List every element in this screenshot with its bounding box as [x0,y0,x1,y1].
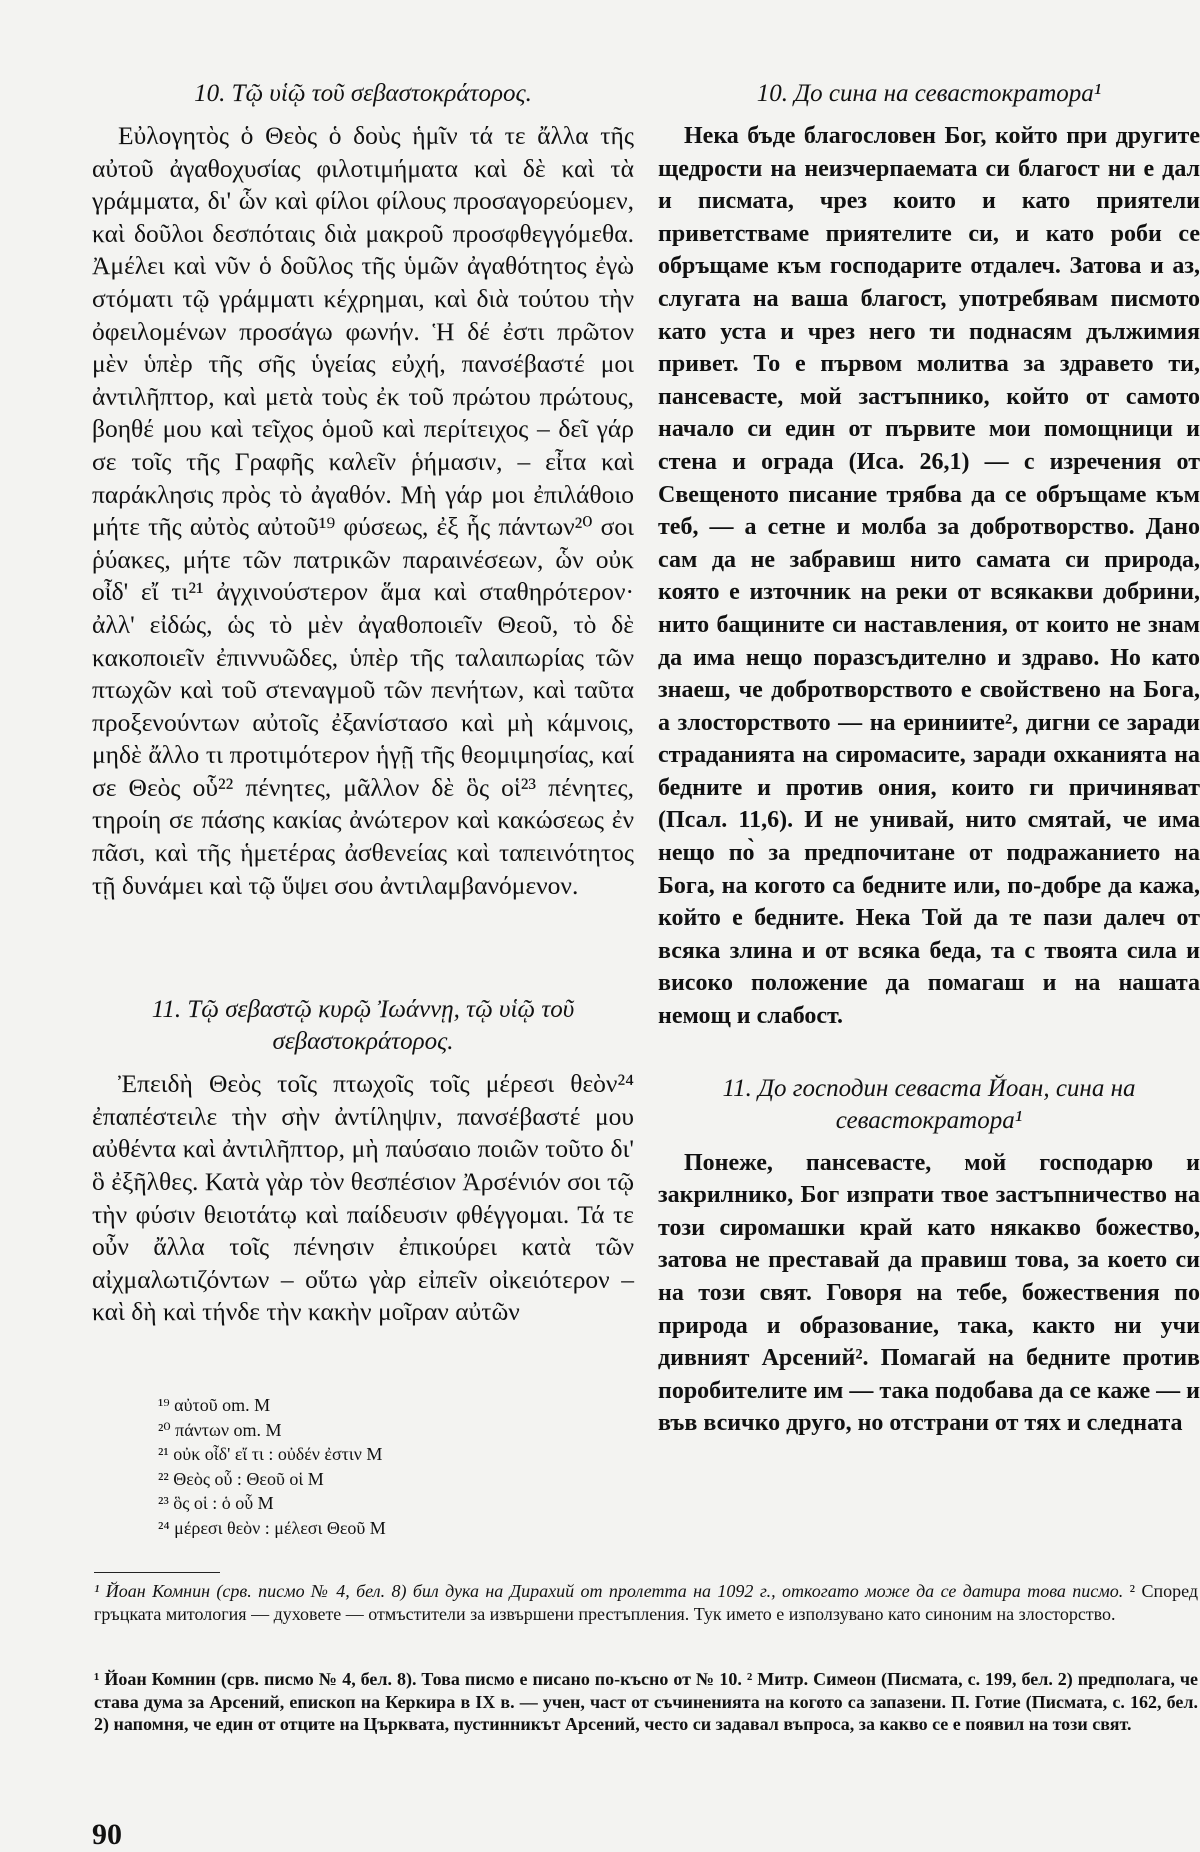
footnote-10-1: ¹ Йоан Комнин (срв. писмо № 4, бел. 8) бил дука на Дирахий от пролетта на 1092 г., откогато може да се датира това писмо. [94,1581,1124,1601]
greek-column [92,78,634,1540]
bulgarian-letter-11-text: Понеже, пансевасте, мой господарю и закрилнико, Бог изпрати твое застъпничество на този сиромашки край като някакво божество, затова не преставай да правиш това, за което си на този свят. Говоря на тебе, божествения по природа и образование, така, както ни учи дивният Арсений². Помагай на бедните против поробителите им — така подобава да се каже — и във всичко друго, но отстрани от тях и следната [658,1149,1200,1437]
bulgarian-column [658,78,1200,1440]
greek-letter-11-text: Ἐπειδὴ Θεὸς τοῖς πτωχοῖς τοῖς μέρεσι θεὸν²⁴ ἐπαπέστειλε τὴν σὴν ἀντίληψιν, πανσέβαστέ μου αὐθέντα καὶ ἀντιλῆπτορ, μὴ παύσαιο ποιῶν τοῦτο δι' ὃ ἐξῆλθες. Κατὰ γὰρ τὸν θεσπέσιον Ἀρσένιόν σοι τῷ τὴν φύσιν θειοτάτῳ καὶ παίδευσιν φθέγγομαι. Τά τε οὖν ἄλλα τοῖς πένησιν ἐπικούρει κατὰ τῶν αἰχμαλωτιζόντων – οὕτω γὰρ εἰπεῖν οἰκειότερον – καὶ δὴ καὶ τήνδε τὴν κακὴν μοῖραν αὐτῶν [92,1069,634,1327]
greek-letter-10-title: 10. Τῷ υἱῷ τοῦ σεβαστοκράτορος. [194,80,532,107]
bulgarian-letter-10-text: Нека бъде благословен Бог, който при другите щедрости на неизчерпаемата си благост ни е дал и писмата, чрез които и като приятели приветстваме приятелите си, и като роби се обръщаме към господарите отдалеч. Затова и аз, слугата на ваша благост, употребявам писмото като уста и чрез него ти поднасям дължимия привет. То е първом молитва за здравето ти, пансевасте, мой застъпнико, който от самото начало си един от първите мои помощници и стена и ограда (Иса. 26,1) — с изречения от Свещеното писание трябва да се обръщаме към теб, — а сетне и молба за добротворство. Дано сам да не забравиш нито самата си природа, която е източник на реки от всякакви добрини, нито бащините си наставления, от които не знам да има нещо поразсъдително и здраво. Но като знаеш, че добротворството е свойствено на Бога, а злосторството — на ериниите², дигни се заради страданията на сиромасите, заради охканията на бедните и против ония, които ги причиняват (Псал. 11,6). И не унивай, нито смятай, че има нещо по̀ за предпочитане от подражанието на Бога, на когото са бедните или, по-добре да кажа, който е бедните. Нека Той да те пази далеч от всяка злина и от всяка беда, та с твоята сила и високо положение да помагаш и на нашата немощ и слабост. [658,123,1200,1030]
greek-letter-10-text: Εὐλογητὸς ὁ Θεὸς ὁ δοὺς ἡμῖν τά τε ἄλλα τῆς αὐτοῦ ἀγαθοχυσίας φιλοτιμήματα καὶ δὲ καὶ τὰ γράμματα, δι' ὧν καὶ φίλοι φίλους προσαγορεύομεν, καὶ δοῦλοι δεσπόταις διὰ μακροῦ προσφθεγγόμεθα. Ἀμέλει καὶ νῦν ὁ δοῦλος τῆς ὑμῶν ἀγαθότητος ἐγὼ στόματι τῷ γράμματι κέχρημαι, καὶ διὰ τούτου τὴν ὀφειλομένων προσάγω φωνήν. Ἡ δέ ἐστι πρῶτον μὲν ὑπὲρ τῆς σῆς ὑγείας εὐχή, πανσέβαστέ μοι ἀντιλῆπτορ, καὶ μετὰ τοὺς ἐκ τοῦ πρώτου πρώτους, βοηθέ μου καὶ τεῖχος ὁμοῦ καὶ περίτειχος – δεῖ γάρ σε τοῖς τῆς Γραφῆς καλεῖν ῥήμασιν, – εἶτα καὶ παράκλησις πρὸς τὸ ἀγαθόν. Μὴ γάρ μοι ἐπιλάθοιο μήτε τῆς αὐτὸς αὐτοῦ¹⁹ φύσεως, ἐξ ἧς πάντων²⁰ σοι ῥύακες, μήτε τῶν πατρικῶν παραινέσεων, ὧν οὐκ οἶδ' εἴ τι²¹ ἀγχινούστερον ἅμα καὶ σταθηρότερον· ἀλλ' εἰδώς, ὡς τὸ μὲν ἀγαθοποιεῖν Θεοῦ, τὸ δὲ κακοποιεῖν ἐπιννυῶδες, ὑπὲρ τῆς ταλαιπωρίας τῶν πτωχῶν καὶ τοῦ στεναγμοῦ τῶν πενήτων, καὶ ταῦτα προξενούντων αὐτοῖς ἐξανίστασο καὶ μὴ κάμνοις, μηδὲ ἄλλο τι προτιμότερον ἡγῇ τῆς θεομιμησίας, καί σε Θεὸς οὗ²² πένητες, μᾶλλον δὲ ὃς οἱ²³ πένητες, τηροίη σε πάσης κακίας ἀνώτερον καὶ κακώσεως ἐν πᾶσι, καὶ τῆς ἡμετέρας ἀσθενείας καὶ ταπεινότητος τῇ δυνάμει καὶ τῷ ὕψει σου ἀντιλαμβανόμενον. [92,121,634,900]
footnotes-letter-10 [94,1580,1198,1625]
variant-note: ²⁴ μέρεσι θεὸν : μέλεσι Θεοῦ M [158,1517,386,1538]
footnote-10-2: ² Според гръцката митология — духовете — отмъстители за извършени престъпления. Тук името е използувано като синоним на злосторство. [94,1581,1198,1624]
bulgarian-letter-11-title: 11. До господин севаста Йоан, сина на севастократора¹ [722,1074,1136,1134]
bulgarian-letter-10-title: 10. До сина на севастократора¹ [756,80,1102,107]
footnotes-letter-11: ¹ Йоан Комнин (срв. писмо № 4, бел. 8). Това писмо е писано по-късно от № 10. ² Митр. Симеон (Писмата, с. 199, бел. 2) предполага, че става дума за Арсений, епископ на Керкира в IX в. — учен, част от съчиненията на когото са запазени. П. Готие (Писмата, с. 162, бел. 2) напомня, че един от отците на Църквата, пустинникът Арсений, често си задавал въпроса, за какво се е появил на този свят. [94,1669,1198,1734]
variant-note: ²² Θεὸς οὗ : Θεοῦ οἱ M [158,1468,324,1489]
variant-note: ²³ ὃς οἱ : ὁ οὗ M [158,1493,274,1513]
variant-note: ¹⁹ αὐτοῦ om. M [158,1395,271,1415]
greek-letter-11-title: 11. Τῷ σεβαστῷ κυρῷ Ἰωάννῃ, τῷ υἱῷ τοῦ σεβαστοκράτορος. [151,996,575,1056]
variant-note: ²¹ οὐκ οἶδ' εἴ τι : οὐδέν ἐστιν M [158,1444,383,1464]
page-number: 90 [92,1818,122,1851]
footnote-separator [94,1572,220,1573]
textual-variants [158,1393,634,1540]
variant-note: ²⁰ πάντων om. M [158,1419,282,1440]
